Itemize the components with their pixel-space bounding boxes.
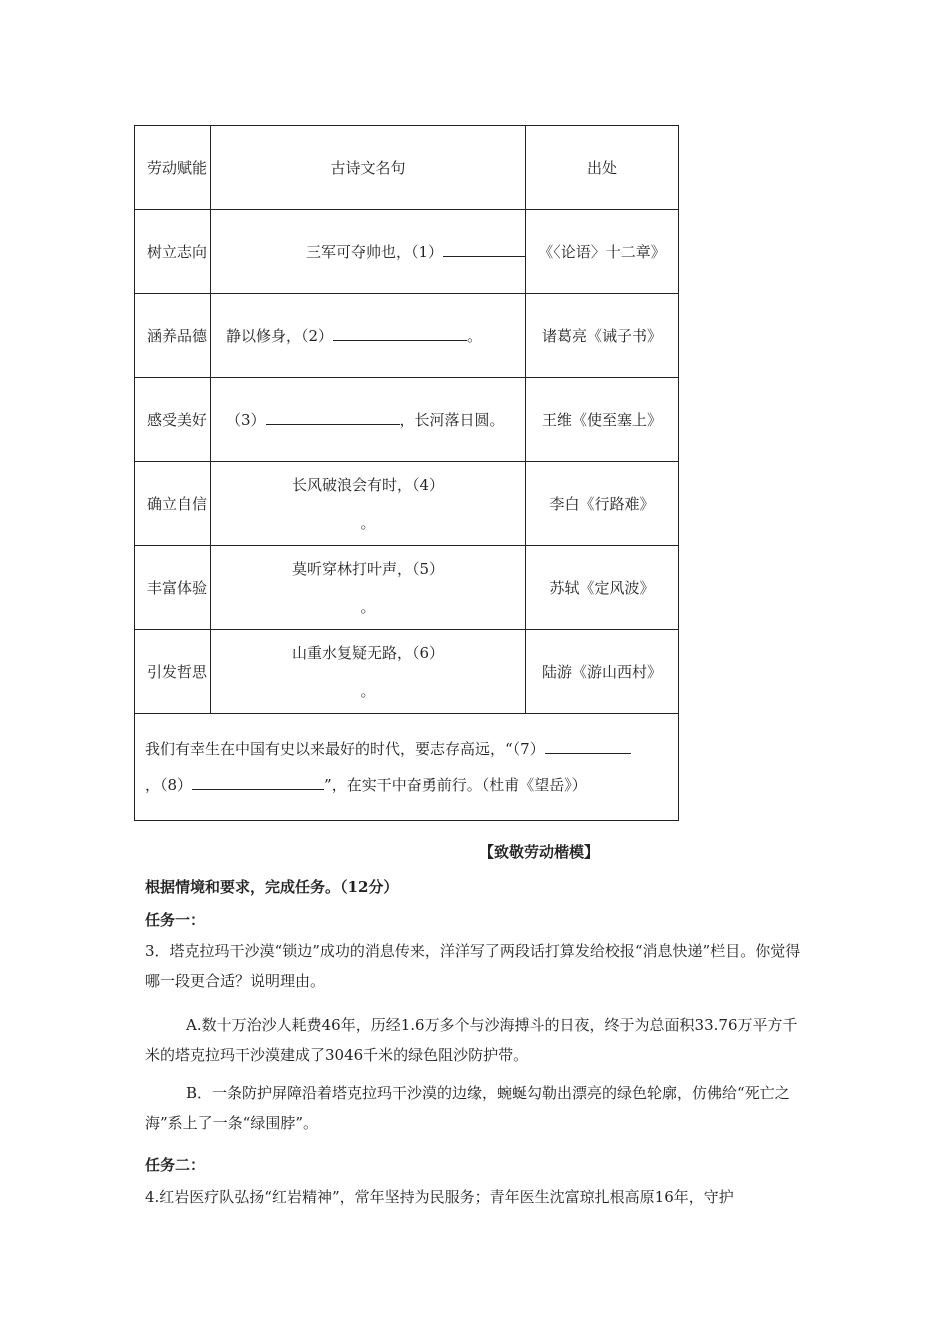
question-3: 3．塔克拉玛干沙漠“锁边”成功的消息传来，洋洋写了两段话打算发给校报“消息快递”栏目。你觉得哪一段更合适？说明理由。 <box>145 942 801 990</box>
answer-blank-2[interactable] <box>333 324 467 341</box>
row-sentence <box>211 546 526 630</box>
sentence-prefix: 静以修身，（2） <box>226 326 334 345</box>
table-row <box>135 378 679 462</box>
row-source: 陆游《游山西村》 <box>526 630 679 714</box>
row-theme: 引发哲思 <box>135 630 211 714</box>
row-theme: 树立志向 <box>135 210 211 294</box>
table-header-row <box>135 126 679 210</box>
answer-blank-8[interactable] <box>192 773 324 790</box>
task2-label: 任务二： <box>145 1156 206 1174</box>
row-theme: 确立自信 <box>135 462 211 546</box>
poetry-table <box>134 125 679 821</box>
instruction-text: 根据情境和要求，完成任务。（12分） <box>145 878 399 896</box>
row-theme: 丰富体验 <box>135 546 211 630</box>
sentence-suffix: 。 <box>360 513 376 532</box>
sentence-suffix: ，长河落日圆。 <box>399 410 505 429</box>
row-source: 苏轼《定风波》 <box>526 546 679 630</box>
summary-cell <box>135 714 679 821</box>
answer-blank-3[interactable] <box>266 408 400 425</box>
sentence-prefix: 长风破浪会有时，（4） <box>291 475 445 494</box>
table-last-row <box>135 714 679 821</box>
header-source: 出处 <box>526 126 679 210</box>
summary-part3: ”，在实干中奋勇前行。（杜甫《望岳》） <box>324 776 587 794</box>
sentence-suffix: 。 <box>360 681 376 700</box>
row-source: 李白《行路难》 <box>526 462 679 546</box>
answer-blank-1[interactable] <box>443 240 525 257</box>
row-sentence <box>211 294 526 378</box>
answer-blank-7[interactable] <box>545 737 631 754</box>
summary-part2: ，（8） <box>145 776 193 794</box>
row-sentence <box>211 630 526 714</box>
row-sentence <box>211 378 526 462</box>
header-theme: 劳动赋能 <box>135 126 211 210</box>
option-b: B．一条防护屏障沿着塔克拉玛干沙漠的边缘，蜿蜒勾勒出漂亮的绿色轮廓，仿佛给“死亡之海”系上了一条“绿围脖”。 <box>145 1084 790 1132</box>
sentence-prefix: 山重水复疑无路，（6） <box>291 643 445 662</box>
section-heading: 【致敬劳动楷模】 <box>478 843 599 861</box>
header-sentence: 古诗文名句 <box>211 126 526 210</box>
row-sentence <box>211 462 526 546</box>
option-a: A.数十万治沙人耗费46年，历经1.6万多个与沙海搏斗的日夜，终于为总面积33.76万平方千米的塔克拉玛干沙漠建成了3046千米的绿色阻沙防护带。 <box>145 1016 798 1064</box>
row-sentence <box>211 210 526 294</box>
table-row <box>135 294 679 378</box>
table-row <box>135 462 679 546</box>
table-row <box>135 210 679 294</box>
row-theme: 感受美好 <box>135 378 211 462</box>
table-row <box>135 546 679 630</box>
summary-part1: 我们有幸生在中国有史以来最好的时代，要志存高远，“（7） <box>145 740 545 758</box>
row-source: 《〈论语〉十二章》 <box>526 210 679 294</box>
sentence-prefix: 莫听穿林打叶声，（5） <box>291 559 445 578</box>
task1-label: 任务一： <box>145 911 206 929</box>
row-source: 诸葛亮《诫子书》 <box>526 294 679 378</box>
sentence-suffix: 。 <box>360 597 376 616</box>
row-source: 王维《使至塞上》 <box>526 378 679 462</box>
sentence-prefix: （3） <box>226 410 266 429</box>
row-theme: 涵养品德 <box>135 294 211 378</box>
sentence-suffix: 。 <box>467 326 483 345</box>
question-4: 4.红岩医疗队弘扬“红岩精神”，常年坚持为民服务；青年医生沈富琼扎根高原16年，守护 <box>145 1188 734 1206</box>
sentence-prefix: 三军可夺帅也，（1） <box>305 242 443 261</box>
table-row <box>135 630 679 714</box>
